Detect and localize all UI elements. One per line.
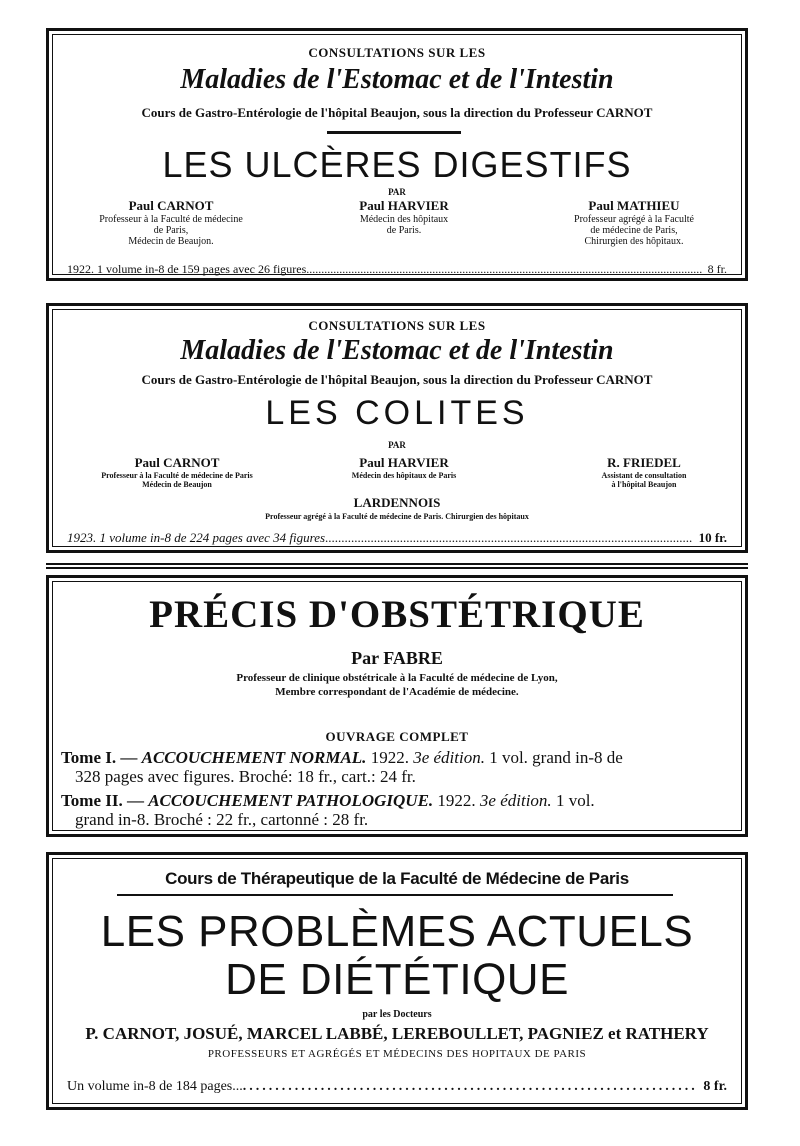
author-friedel: R. FRIEDEL Assistant de consultation à l'hôpital Beaujon <box>544 455 744 489</box>
overline: CONSULTATIONS SUR LES <box>308 318 486 333</box>
book-title-line-2: DE DIÉTÉTIQUE <box>225 955 569 1004</box>
author-lardennois: LARDENNOIS <box>353 495 441 510</box>
price-line: 1922. 1 volume in-8 de 159 pages avec 26 figures ..... 8 fr. <box>67 262 727 277</box>
ad-precis-obstetrique <box>46 575 748 837</box>
series-title: Maladies de l'Estomac et de l'Intestin <box>180 335 614 366</box>
author-harvier: Paul HARVIER Médecin des hôpitaux de Paris <box>304 455 504 480</box>
ad-colites <box>46 303 748 553</box>
author-byline: Par FABRE <box>351 648 443 668</box>
author-desc-2: Membre correspondant de l'Académie de médecine. <box>275 686 519 698</box>
book-title-line-1: LES PROBLÈMES ACTUELS <box>100 907 694 956</box>
price: 8 fr. <box>703 1079 727 1094</box>
divider <box>327 131 461 134</box>
author-name: Paul MATHIEU <box>588 198 680 213</box>
author-name: R. FRIEDEL <box>607 455 681 470</box>
author-lardennois-desc: Professeur agrégé à la Faculté de médecine de Paris. Chirurgien des hôpitaux <box>265 512 529 521</box>
authors-desc: PROFESSEURS ET AGRÉGÉS ET MÉDECINS DES HOPITAUX DE PARIS <box>207 1048 587 1060</box>
price: 10 fr. <box>698 530 727 545</box>
ad-ulceres-digestifs <box>46 28 748 281</box>
author-name: Paul HARVIER <box>359 455 449 470</box>
separator-rule <box>46 567 748 569</box>
book-title: PRÉCIS D'OBSTÉTRIQUE <box>149 593 645 636</box>
book-title: LES ULCÈRES DIGESTIFS <box>162 144 632 185</box>
divider <box>117 894 673 896</box>
author-carnot: Paul CARNOT Professeur à la Faculté de médecine de Paris Médecin de Beaujon <box>67 455 287 489</box>
price-line: 1923. 1 volume in-8 de 224 pages avec 34 figures ..... 10 fr. <box>67 530 727 546</box>
series-title: Maladies de l'Estomac et de l'Intestin <box>180 64 614 95</box>
author-desc-1: Professeur de clinique obstétricale à la Faculté de médecine de Lyon, <box>236 672 558 684</box>
course-line: Cours de Thérapeutique de la Faculté de Médecine de Paris <box>165 869 629 888</box>
book-title: LES COLITES <box>265 394 529 432</box>
authors: P. CARNOT, JOSUÉ, MARCEL LABBÉ, LEREBOULLET, PAGNIEZ et RATHERY <box>85 1024 709 1043</box>
overline: CONSULTATIONS SUR LES <box>308 45 486 60</box>
price-line: Un volume in-8 de 184 pages... ..... 8 fr. <box>67 1079 727 1095</box>
author-byline: par les Docteurs <box>362 1009 432 1020</box>
par-label: PAR <box>388 440 406 450</box>
tome-2: Tome II. — ACCOUCHEMENT PATHOLOGIQUE. 1922. 3e édition. 1 vol. grand in-8. Broché : 22 fr., cartonné : 28 fr. <box>61 791 595 829</box>
price: 8 fr. <box>707 262 727 276</box>
course-line: Cours de Gastro-Entérologie de l'hôpital Beaujon, sous la direction du Professeur CARNOT <box>141 372 653 387</box>
author-carnot: Paul CARNOT Professeur à la Faculté de médecine de Paris, Médecin de Beaujon. <box>71 198 271 247</box>
tome-1: Tome I. — ACCOUCHEMENT NORMAL. 1922. 3e édition. 1 vol. grand in-8 de 328 pages avec figures. Broché: 18 fr., cart.: 24 fr. <box>61 748 623 786</box>
author-name: Paul HARVIER <box>359 198 449 213</box>
separator-rule <box>46 563 748 565</box>
author-harvier: Paul HARVIER Médecin des hôpitaux de Paris. <box>304 198 504 236</box>
author-name: Paul CARNOT <box>128 198 214 213</box>
author-name: Paul CARNOT <box>134 455 220 470</box>
ad-problemes-dietetique <box>46 852 748 1110</box>
par-label: PAR <box>388 187 406 197</box>
course-line: Cours de Gastro-Entérologie de l'hôpital Beaujon, sous la direction du Professeur CARNOT <box>141 105 653 120</box>
author-mathieu: Paul MATHIEU Professeur agrégé à la Faculté de médecine de Paris, Chirurgien des hôpitaux. <box>534 198 734 247</box>
complete-work-label: OUVRAGE COMPLET <box>325 729 469 744</box>
